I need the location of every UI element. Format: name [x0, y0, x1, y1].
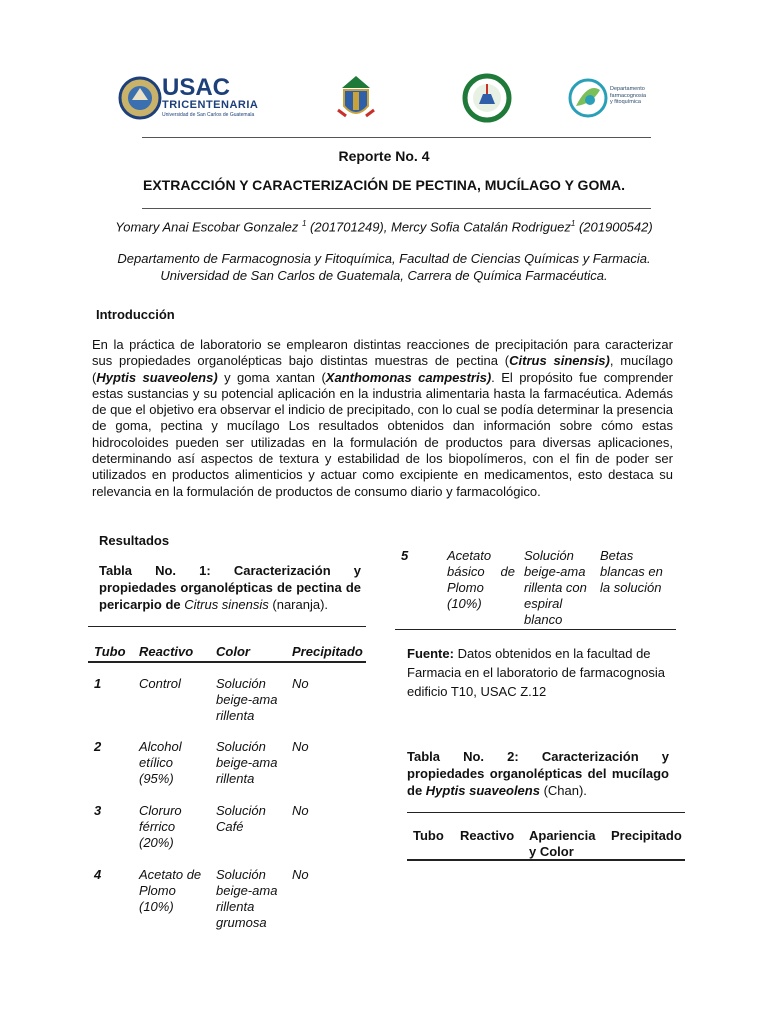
table2-caption-text: Tabla No. 2: Caracterización y propiedades organolépticas del mucílago de [407, 749, 669, 798]
author1-name: Yomary Anai Escobar Gonzalez [115, 219, 302, 235]
author1-id-author2: (201701249), Mercy Sofia Catalán Rodriguez [306, 219, 571, 235]
pharmacy-seal-logo [462, 70, 512, 126]
author2-id: (201900542) [575, 219, 653, 235]
usac-subtitle: TRICENTENARIA [162, 99, 259, 111]
table1-caption-text: Tabla No. 1: Caracterización y propiedades organolépticas de pectina de pericarpio de [99, 563, 361, 612]
report-title: EXTRACCIÓN Y CARACTERIZACIÓN DE PECTINA, MUCÍLAGO Y GOMA. [143, 177, 625, 193]
species-hyptis: Hyptis suaveolens) [96, 369, 218, 385]
logo-bar [118, 70, 658, 130]
author2-affil: 1 [570, 219, 576, 228]
table1-row1-color: Solución beige-ama rillenta [216, 676, 278, 723]
table1-caption-species: Citrus sinensis [184, 597, 269, 612]
table1-row3-color: Solución Café [216, 803, 266, 834]
table1-row5-tubo: 5 [401, 548, 409, 563]
table1-rule-top [88, 626, 366, 627]
table1-row1-reactivo: Control [139, 676, 181, 691]
table1-header-color: Color [216, 644, 250, 659]
usac-wordmark: USAC [162, 74, 231, 101]
table1-row4-tubo: 4 [94, 867, 102, 882]
table1-header-tubo: Tubo [94, 644, 126, 659]
usac-tricentenaria-logo [118, 70, 259, 126]
table2-header-tubo: Tubo [413, 828, 444, 843]
usac-subline: Universidad de San Carlos de Guatemala [162, 112, 255, 118]
intro-heading: Introducción [96, 307, 175, 322]
results-heading: Resultados [99, 533, 170, 548]
facultad-crest-logo [334, 70, 378, 126]
source-text: Datos obtenidos en la facultad de Farmacia en el laboratorio de farmacognosia edificio T10, USAC Z.12 [407, 646, 665, 699]
report-number: Reporte No. 4 [338, 148, 430, 164]
source-label: Fuente: [407, 646, 454, 661]
author1-affil: 1 [301, 219, 307, 228]
intro-text-2: , mucílago ( [92, 353, 673, 385]
table2-rule-top [407, 812, 685, 813]
intro-text-1: En la práctica de laboratorio se emplearon distintas reacciones de precipitación para caracterizar sus propiedades organolépticas bajo distintas muestras de pectina ( [92, 337, 673, 369]
table2-rule-header [407, 859, 685, 861]
dept-logo-line1: Departamento [610, 86, 645, 92]
table1-row1-precipitado: No [292, 676, 309, 691]
table1-row5-color: Solución beige-ama rillenta con espiral blanco [524, 548, 587, 627]
table2-header-reactivo: Reactivo [460, 828, 515, 843]
table2-header-apariencia: Apariencia y Color [529, 828, 596, 859]
table1-row3-tubo: 3 [94, 803, 102, 818]
table1-header-reactivo: Reactivo [139, 644, 194, 659]
divider-top [142, 137, 651, 138]
dept-logo-line3: y fitoquímica [610, 99, 641, 105]
table1-row2-precipitado: No [292, 739, 309, 754]
table1-row4-precipitado: No [292, 867, 309, 882]
table1-row3-precipitado: No [292, 803, 309, 818]
table1-row2-tubo: 2 [94, 739, 102, 754]
table1-row2-color: Solución beige-ama rillenta [216, 739, 278, 786]
table1-row2-reactivo: Alcohol etílico (95%) [139, 739, 182, 786]
table1-caption-end: (naranja). [268, 597, 329, 612]
table1-caption [99, 562, 361, 613]
table1-header-precipitado: Precipitado [292, 644, 363, 659]
table1-row4-reactivo: Acetato de Plomo (10%) [139, 867, 202, 914]
intro-text-4: . El propósito fue comprender estas sustancias y su potencial aplicación en la industria alimentaria hasta la farmacéutica. Además de que el objetivo era observar el indicio de precipitado, con lo cual se podía determinar la presencia de goma, pectina y mucílago Los resultados obtenidos dan información sobre cómo estas hidrocoloides pueden ser utilizadas en la formulación de productos para diversas aplicaciones, determinando así aspectos de textura y estabilidad de los biopolímeros, con el fin de poder ser utilizados en productos alimenticios y actuar como excipiente en medicamentos, esto destaca su relevancia en la formulación de productos de consumo diario y farmacológico. [92, 369, 673, 499]
table1-row5-precipitado: Betas blancas en la solución [600, 548, 663, 595]
species-citrus: Citrus sinensis) [509, 353, 610, 369]
table2-header-precipitado: Precipitado [611, 828, 682, 843]
departamento-farmacognosia-logo [568, 70, 658, 126]
table1-rule-bottom [395, 629, 676, 630]
affiliation [0, 250, 768, 284]
authors-line [0, 219, 768, 234]
table2-caption [407, 748, 669, 799]
table1-source [407, 644, 669, 701]
dept-line2: Universidad de San Carlos de Guatemala, Carrera de Química Farmacéutica. [160, 268, 608, 283]
table2-caption-species: Hyptis suaveolens [425, 783, 540, 798]
table1-row1-tubo: 1 [94, 676, 102, 691]
table1-rule-header [88, 661, 366, 663]
table1-row5-reactivo: Acetato básico de Plomo (10%) [447, 548, 515, 611]
table1-row3-reactivo: Cloruro férrico (20%) [139, 803, 182, 850]
table2-caption-end: (Chan). [539, 783, 587, 798]
dept-logo-line2: farmacognosia [610, 92, 647, 99]
intro-paragraph [92, 337, 673, 500]
table1-row4-color: Solución beige-ama rillenta grumosa [216, 867, 278, 930]
dept-line1: Departamento de Farmacognosia y Fitoquímica, Facultad de Ciencias Químicas y Farmacia. [117, 251, 651, 266]
species-xanthomonas: Xanthomonas campestris) [325, 369, 492, 385]
intro-text-3: y goma xantan ( [217, 369, 326, 385]
divider-title [142, 208, 651, 209]
